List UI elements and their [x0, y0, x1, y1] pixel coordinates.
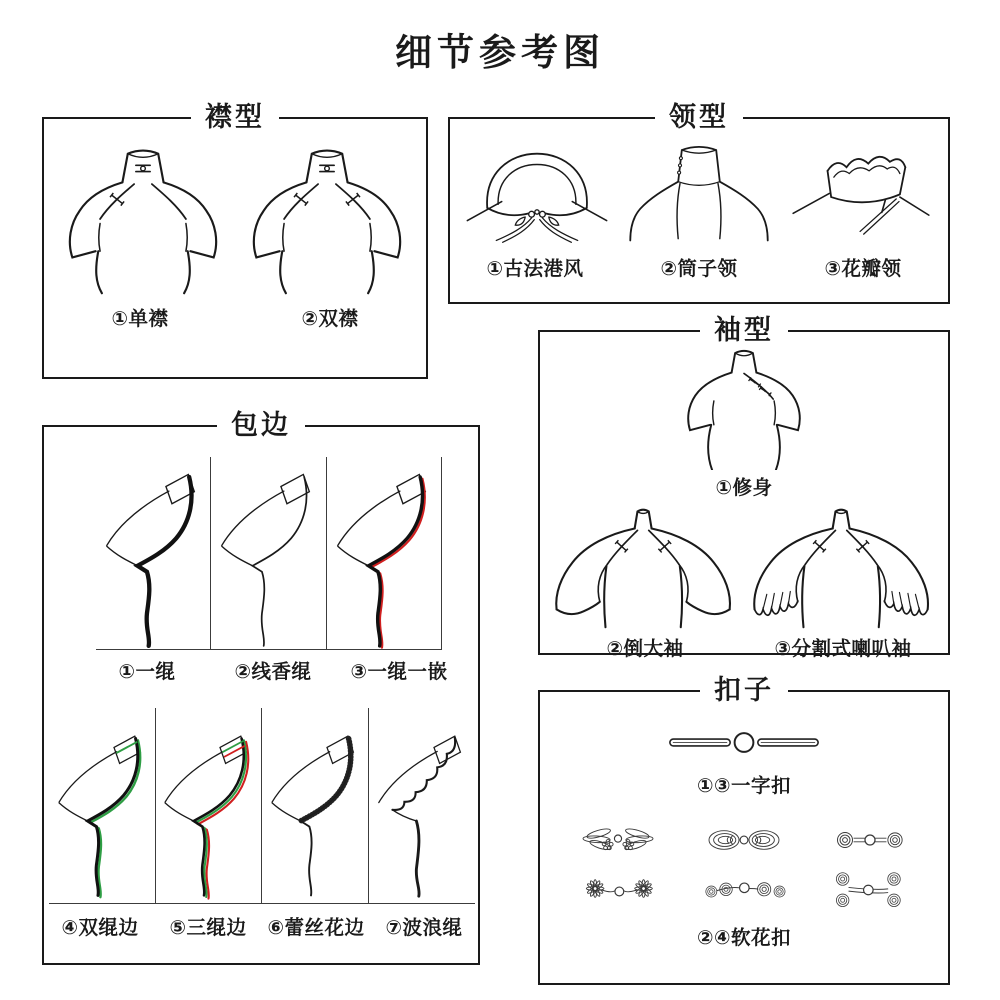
double-piping-panel [49, 708, 156, 903]
collar-figures [450, 141, 948, 245]
page-title: 细节参考图 [395, 32, 605, 73]
thin-piping-panel [211, 457, 326, 649]
sleeve-section [538, 315, 950, 660]
flared-sleeve-figure-icon [546, 504, 744, 631]
tube-collar-icon [620, 141, 778, 245]
label-tube-collar: ②筒子领 [660, 258, 738, 280]
label-petal-collar: ③花瓣领 [824, 258, 902, 280]
frog-buttons-row1 [557, 820, 931, 860]
label-double-lapel: ②双襟 [301, 308, 359, 330]
lapel-figures [44, 143, 426, 295]
bar-button-icon [660, 726, 828, 760]
lapel-section [42, 102, 428, 379]
wave-piping-panel [369, 708, 476, 903]
label-single-lapel: ①单襟 [111, 308, 169, 330]
single-lapel-figure-icon [57, 143, 229, 295]
label-bar-button: ①③一字扣 [696, 775, 792, 797]
slim-fit-figure [664, 346, 824, 470]
label-soft-flower-buttons: ②④软花扣 [696, 927, 792, 949]
label-single-piping: ①一绲 [118, 661, 176, 683]
lapel-labels [44, 303, 426, 331]
triple-piping-panel-icon [156, 719, 260, 903]
frog-button-daisy-icon [557, 868, 682, 912]
single-piping-panel-icon [97, 461, 209, 649]
lace-trim-panel-icon [263, 719, 367, 903]
label-double-piping: ④双绲边 [61, 917, 139, 939]
binding-row2 [49, 708, 475, 904]
double-lapel-figure-icon [241, 143, 413, 295]
triple-piping-panel [156, 708, 263, 903]
wave-piping-panel-icon [370, 719, 474, 903]
label-wave-piping: ⑦波浪绲 [385, 917, 463, 939]
frog-button-four-disc-icon [806, 868, 931, 912]
piping-inlay-panel [327, 457, 442, 649]
hongkong-style-collar-icon [458, 141, 616, 245]
frog-button-disc-bar-icon [809, 820, 931, 860]
buttons-section [538, 675, 950, 985]
sleeve-section-title: 袖型 [700, 312, 788, 348]
frog-button-flower-spray-icon [557, 820, 679, 860]
lace-trim-panel [262, 708, 369, 903]
frog-buttons-row2 [557, 868, 931, 912]
sleeve-pair-labels [546, 633, 942, 661]
thin-piping-panel-icon [212, 461, 324, 649]
collar-section [448, 102, 950, 304]
bar-button-figure [660, 726, 828, 760]
label-triple-piping: ⑤三绲边 [169, 917, 247, 939]
binding-row2-labels [46, 912, 478, 940]
label-piping-inlay: ③一绲一嵌 [350, 661, 448, 683]
frog-button-multi-disc-icon [682, 868, 807, 912]
binding-section [42, 410, 480, 965]
binding-row1-labels [84, 656, 464, 684]
petal-collar-icon [782, 141, 940, 245]
sleeve-pair-figures [546, 504, 942, 631]
label-slim-fit: ①修身 [715, 477, 773, 499]
single-piping-panel [96, 457, 211, 649]
frog-button-braid-icon [683, 820, 805, 860]
collar-labels [450, 253, 948, 281]
lapel-section-title: 襟型 [191, 99, 279, 135]
slim-fit-figure-icon [664, 346, 824, 470]
binding-row1 [96, 457, 442, 650]
split-bell-sleeve-figure-icon [744, 504, 942, 631]
label-flared-sleeve: ②倒大袖 [606, 638, 684, 660]
collar-section-title: 领型 [655, 99, 743, 135]
piping-inlay-panel-icon [328, 461, 440, 649]
binding-section-title: 包边 [217, 407, 305, 443]
double-piping-panel-icon [50, 719, 154, 903]
label-lace-trim: ⑥蕾丝花边 [267, 917, 365, 939]
buttons-section-title: 扣子 [700, 672, 788, 708]
label-thin-piping: ②线香绲 [234, 661, 312, 683]
label-split-bell-sleeve: ③分割式喇叭袖 [774, 638, 912, 660]
label-hongkong-collar: ①古法港风 [486, 258, 584, 280]
